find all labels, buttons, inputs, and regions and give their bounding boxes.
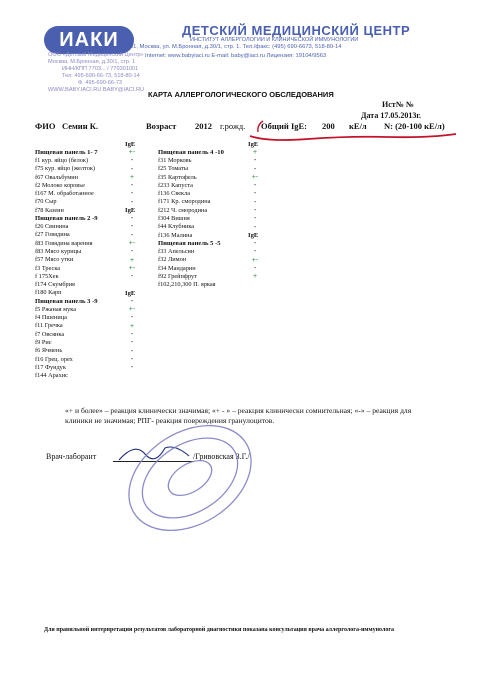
ige-result: - bbox=[253, 215, 257, 223]
ige-column-label: IgE bbox=[248, 231, 259, 239]
ige-result: - bbox=[253, 190, 257, 198]
allergen-name: f102,210,300 П. яркая bbox=[158, 281, 216, 289]
allergen-name: f17 Фундук bbox=[35, 363, 66, 371]
allergen-row bbox=[35, 339, 150, 355]
allergen-name: f180 Карп bbox=[35, 289, 62, 297]
ige-result: - bbox=[130, 190, 134, 198]
allergen-name: f171 Кр. смородина bbox=[158, 198, 211, 206]
ige-result: + bbox=[129, 256, 135, 264]
ige-result: +- bbox=[251, 173, 259, 181]
allergen-row bbox=[35, 322, 150, 338]
ige-column-label: IgE bbox=[125, 289, 136, 297]
ige-result: - bbox=[130, 165, 134, 173]
allergen-name: f167 М. обработанное bbox=[35, 190, 94, 198]
ige-norm: N: (20-100 кЕ/л) bbox=[384, 121, 445, 131]
allergen-row bbox=[35, 273, 150, 289]
ige-result: - bbox=[253, 198, 257, 206]
allergen-name: f4 Пшеница bbox=[35, 314, 67, 322]
ige-column-label: IgE bbox=[248, 141, 259, 148]
allergen-name: f16 Грец. орех bbox=[35, 355, 73, 363]
stamp-line: WWW.BABY.IACI.RU BABY@IACI.RU bbox=[48, 87, 145, 93]
doctor-label: Врач-лаборант bbox=[46, 452, 97, 461]
center-address: 123001, Москва, ул. М.Бронная, д.30/1, стр. 1. Тел./факс: (495) 690-6673, 518-80-14 bbox=[117, 44, 342, 50]
allergen-name: f2 Молоко коровье bbox=[35, 181, 85, 189]
allergen-name: f33 Апельсин bbox=[158, 247, 195, 255]
ige-result: +- bbox=[128, 264, 136, 272]
allergen-row bbox=[158, 198, 273, 214]
panel-title: Пищевая панель 2 -9 bbox=[35, 215, 98, 223]
allergen-name: f44 Клубника bbox=[158, 223, 195, 231]
ige-column-label: IgE bbox=[125, 207, 136, 215]
allergen-row bbox=[35, 182, 150, 198]
allergen-name: f1 кур. яйцо (белок) bbox=[35, 157, 89, 164]
ige-result: - bbox=[253, 223, 257, 231]
ige-result: - bbox=[130, 314, 134, 322]
allergen-name: f26 Свинина bbox=[35, 223, 69, 231]
round-stamp bbox=[110, 418, 270, 538]
red-underline bbox=[248, 128, 460, 144]
allergen-row bbox=[35, 264, 150, 280]
panel-title: Пищевая панель 1- 7 bbox=[35, 149, 98, 156]
allergen-row bbox=[158, 256, 273, 272]
allergen-row bbox=[35, 231, 150, 247]
card-title: КАРТА АЛЛЕРГОЛОГИЧЕСКОГО ОБСЛЕДОВАНИЯ bbox=[148, 90, 334, 99]
allergen-name: f304 Вишня bbox=[158, 215, 190, 223]
allergen-name: f31 Морковь bbox=[158, 157, 192, 164]
ige-result: + bbox=[129, 173, 135, 181]
ige-result: - bbox=[130, 330, 134, 338]
ige-result: - bbox=[253, 248, 257, 256]
allergen-name: f 175Хек bbox=[35, 272, 59, 280]
allergen-row bbox=[158, 207, 273, 223]
allergen-name: f7 Овсянка bbox=[35, 330, 65, 338]
center-web: Internet: www.babyiaci.ru E-mail: baby@iaci.ru Лицензия: 19104/9563 bbox=[145, 53, 327, 59]
red-underline-left bbox=[255, 119, 265, 135]
fio-value: Семин К. bbox=[62, 121, 99, 131]
legend-text: «+ и более» – реакция клинически значимая; «+ - » – реакция клинически сомнительная; «-» – реакция для клиники не значимая; РПГ- реакция повреждения гранулоцитов. bbox=[65, 406, 412, 425]
allergen-name: f34 Мандарин bbox=[158, 264, 196, 272]
ige-result: + bbox=[252, 149, 258, 156]
ige-result: - bbox=[130, 231, 134, 239]
allergen-row bbox=[35, 223, 150, 239]
ige-result: - bbox=[130, 182, 134, 190]
panel-3 bbox=[35, 289, 150, 380]
institute-logo: ИАКИ bbox=[44, 26, 134, 54]
allergen-name: f6 Ячмень bbox=[35, 347, 63, 355]
allergen-row bbox=[35, 215, 150, 231]
allergen-row bbox=[35, 239, 150, 255]
allergen-row bbox=[35, 364, 150, 380]
allergen-row bbox=[35, 149, 150, 164]
ige-result: - bbox=[130, 248, 134, 256]
allergen-name: f212 Ч. смородина bbox=[158, 206, 208, 214]
allergen-row bbox=[158, 248, 273, 264]
allergen-name: f83 Мясо курицы bbox=[35, 247, 82, 255]
panel-title: Пищевая панель 3 -9 bbox=[35, 297, 98, 305]
center-subtitle: ИНСТИТУТ АЛЛЕРГОЛОГИИ И КЛИНИЧЕСКОЙ ИММУНОЛОГИИ bbox=[190, 37, 359, 43]
stamp-line: Ф. 495-690-66-73 bbox=[78, 80, 123, 86]
ige-result: - bbox=[130, 157, 134, 165]
ige-result: - bbox=[130, 297, 134, 305]
ige-result: - bbox=[253, 182, 257, 190]
allergen-name: f27 Говядина bbox=[35, 231, 70, 239]
allergen-name: f25 Томаты bbox=[158, 165, 188, 173]
total-ige-label: Общий IgE: bbox=[261, 121, 308, 131]
allergen-name: f174 Скумбрия bbox=[35, 281, 75, 289]
allergen-name: f136 Малина bbox=[158, 231, 193, 239]
footer-note: Для правильной интерпретации результатов лабораторной диагностики показана консультация врача аллерголога-иммунолога bbox=[44, 627, 395, 633]
ige-result: - bbox=[130, 223, 134, 231]
panel-5 bbox=[158, 231, 273, 289]
allergen-row bbox=[35, 330, 150, 346]
center-name: ДЕТСКИЙ МЕДИЦИНСКИЙ ЦЕНТР bbox=[182, 23, 411, 38]
ige-result: + bbox=[252, 273, 258, 281]
org-stamp bbox=[48, 52, 178, 93]
ige-result: - bbox=[130, 364, 134, 372]
ige-result: - bbox=[253, 157, 257, 165]
total-ige-value: 200 bbox=[322, 121, 335, 131]
allergen-row bbox=[35, 306, 150, 322]
age-suffix: г.рожд. bbox=[220, 121, 246, 131]
allergen-row bbox=[35, 347, 150, 363]
ige-result: - bbox=[130, 355, 134, 363]
allergen-row bbox=[158, 165, 273, 181]
allergen-row bbox=[35, 165, 150, 181]
allergen-name: f78 Казеин bbox=[35, 206, 64, 214]
exam-date: Дата 17.05.2013г. bbox=[361, 111, 422, 120]
allergen-row bbox=[158, 239, 273, 255]
ige-result: - bbox=[130, 339, 134, 347]
ige-result: + bbox=[129, 322, 135, 330]
allergen-row bbox=[158, 149, 273, 164]
allergen-name: f136 Свекла bbox=[158, 190, 191, 198]
allergen-name: f67 Овальбумин bbox=[35, 173, 79, 181]
stamp-line: ООО «Детский Медицинский Центр» bbox=[48, 52, 144, 58]
allergen-row bbox=[158, 173, 273, 189]
panel-1 bbox=[35, 141, 150, 214]
allergen-row bbox=[158, 273, 273, 289]
allergen-row bbox=[158, 215, 273, 231]
total-ige-unit: кЕ/л bbox=[349, 121, 367, 131]
allergen-name: f233 Капуста bbox=[158, 181, 193, 189]
stamp-line: Тел. 495-690-66-73, 518-80-14 bbox=[62, 73, 140, 79]
ige-result: - bbox=[130, 198, 134, 206]
allergen-name: f75 кур. яйцо (желток) bbox=[35, 165, 96, 173]
ige-result: +- bbox=[128, 149, 136, 156]
allergen-row bbox=[35, 256, 150, 272]
stamp-line: ИНН/КПП 7703... / 770301001 bbox=[62, 66, 139, 72]
panel-4 bbox=[158, 141, 273, 239]
allergen-name: f9 Рис bbox=[35, 338, 52, 346]
allergen-row bbox=[158, 157, 273, 173]
allergen-row bbox=[35, 355, 150, 371]
allergen-row bbox=[35, 314, 150, 330]
allergen-name: f5 Ржаная мука bbox=[35, 305, 76, 313]
allergen-name: f70 Сыр bbox=[35, 198, 57, 206]
allergen-row bbox=[158, 190, 273, 206]
allergen-row bbox=[35, 173, 150, 189]
ige-result: - bbox=[253, 165, 257, 173]
allergen-row bbox=[158, 182, 273, 198]
allergen-name: f35 Картофель bbox=[158, 173, 197, 181]
ige-result: +- bbox=[251, 256, 259, 264]
ige-result: +- bbox=[128, 306, 136, 314]
ige-result: - bbox=[253, 264, 257, 272]
record-number: Ист№ № bbox=[382, 100, 414, 109]
panel-title: Пищевая панель 5 -5 bbox=[158, 239, 221, 247]
ige-column-label: IgE bbox=[125, 141, 136, 148]
right-column bbox=[158, 141, 273, 289]
left-column bbox=[35, 141, 150, 380]
allergen-row bbox=[35, 190, 150, 206]
panel-title: Пищевая панель 4 -10 bbox=[158, 149, 224, 156]
ige-result: - bbox=[130, 347, 134, 355]
allergen-name: f32 Лимон bbox=[158, 256, 187, 264]
allergen-row bbox=[35, 297, 150, 313]
allergen-row bbox=[35, 248, 150, 264]
doctor-name: /Гривовская З.Г./ bbox=[193, 452, 250, 461]
stamp-line: Москва, М.Бронная, д.30/1, стр. 1 bbox=[48, 59, 136, 65]
allergen-name: f11 Гречка bbox=[35, 322, 63, 330]
allergen-name: f144 Арахис bbox=[35, 372, 68, 380]
ige-result: - bbox=[253, 207, 257, 215]
ige-result: - bbox=[130, 273, 134, 281]
allergen-name: f92 Грейпфрут bbox=[158, 272, 197, 280]
ige-result: +- bbox=[128, 239, 136, 247]
fio-label: ФИО bbox=[35, 121, 56, 131]
allergen-name: f57 Мясо утки bbox=[35, 256, 74, 264]
ige-result: - bbox=[130, 215, 134, 223]
age-label: Возраст bbox=[146, 121, 177, 131]
allergen-name: f3 Треска bbox=[35, 264, 61, 272]
allergen-row bbox=[35, 157, 150, 173]
allergen-name: f83 Говядина варения bbox=[35, 239, 93, 247]
allergen-row bbox=[158, 264, 273, 280]
ige-result: - bbox=[253, 239, 257, 247]
age-value: 2012 bbox=[195, 121, 212, 131]
panel-2 bbox=[35, 207, 150, 297]
